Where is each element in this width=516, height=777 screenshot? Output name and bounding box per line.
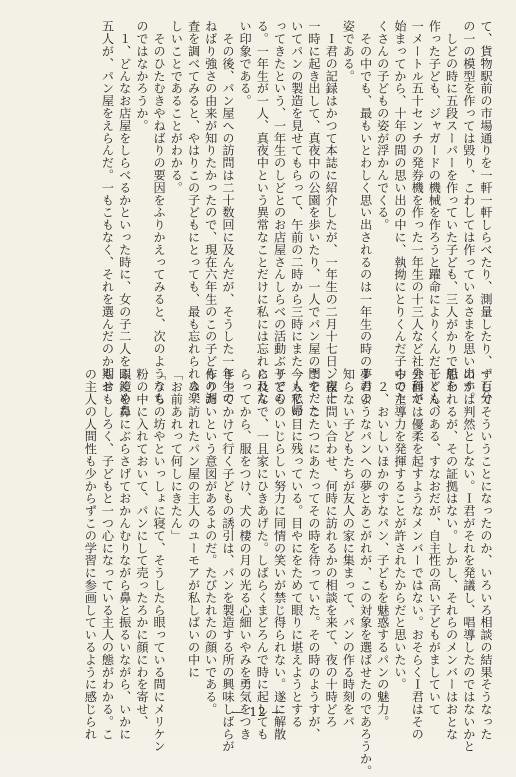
text-line: ２、おいしいほかのすなパン、子どもを魅惑するパンの魅力。 [375,368,390,728]
text-line: しどの時に五段スーパーを作っていた子ども、三人がかりで船を [444,20,459,392]
text-line: しくんのある、すなおだが、自主性の高い子どもがましていて [427,368,442,716]
text-line: そのひたむきやねばりの要因をふりかえってみると、次のようなも [152,20,167,405]
text-line: くさんの子どもの姿が浮かんでくる。 [375,20,390,231]
text-line: 粉の中に入れておいて、パンにして売ったろかに顔にわを寄せ、 [134,368,149,728]
text-line: 眼鏡を鼻にぶらさげておかんむりながら鼻と振るいながら、いかに [117,368,132,740]
text-line: その後、パン屋への訪問は二十数回に及んだが、そうした一年生の [220,20,235,405]
text-line: まで、こたつにあたってその時を待っていた。その時のようすが、 [306,368,321,740]
text-line: 作った子ども、ジャガードの機械を作ろうと躍命によりくんだ子ども、 [427,20,442,417]
text-line: 知らない子どもたちが友人の家に集まって、パンの作る時刻をパ [341,368,356,728]
text-line: い印象である。 [238,20,253,107]
text-line: 「うちの坊やといっしょに寝て、そうしたら眼っている間にメリケン [152,368,167,753]
text-line: の一の模型を作っては毀り、こわしては作っているさまを思い出す。 [461,20,476,405]
page-number: — 12 — [231,705,285,719]
text-line: のかは判然としない。Ｉ君がそれを発議し、唱導したのではないかと [461,368,476,753]
text-line: きってかけて行く子どもの誘引は、パンを製造する所の興味しばらが [220,368,235,753]
text-line: その中でも、最もいとわしく思い出されるのは一年生の時のＩ君の [358,20,373,405]
text-line: て、貨物駅前の市場通りを一軒一軒しらべたり、測量したり、一百分 [479,20,493,405]
text-line: 五人が、パン屋をえらんだ。一もこもなく、それを選んだのか期せ [100,20,115,392]
text-line: 査を調べてみると、やはりこの子どもにとっても、最も忘れられぬ楽 [186,20,201,405]
text-line: いてパンの製造を見せてもらって、午前の二時から三時にまた一人で帰 [289,20,304,417]
text-line: 姿である。 [341,20,356,82]
text-line: ってきたという、一年生のしどとのお店屋さんしらべの活動ぶりでの [272,20,287,405]
text-line: 一メートル五十センチの発券機を作った一年生の十三人など社会科が [410,20,425,405]
text-line: しいことであることがわかる。 [169,20,184,194]
text-line: 夢のようなパンへの夢とあこがれが、この対象を選ばせたのであろうか。 [358,368,373,777]
text-block-top [98,20,494,417]
text-line: ３、訪れたパン屋の主人のユーモアが私しばいの中に [186,368,201,678]
text-line: に及んで、一且家にひきあげた。しばらくまどろんで時に起しても [255,368,270,740]
text-line: のではなかろうか。 [134,20,149,132]
text-line: 「お前あれって何しにきたん」 [169,368,184,542]
text-line: 中で主導力を発揮することが許されたからだと思いたい。 [392,368,407,691]
text-line: らってから、服をつけ、犬の棲の月の光る心細いやみを勇気をつき [238,368,253,740]
text-line: 始まってから、十年の間の思い出の中に、執拗にとりくんだ子らのた [392,20,407,405]
text-line: 子どものいじらしい努力に同情の笑いが禁じ得られない。遂に解散 [272,368,287,740]
text-line: ねばり強さの由来が知りたかったので、現在六年生のこの子どもの調 [203,20,218,405]
block-divider [24,356,494,357]
text-line: １、どんなお店屋をしらべるかといった時に、女の子二人をふくめた [117,20,132,417]
text-line: ン屋に問い合わせ、何時に訪れるかの相談を来て、夜の十時どろ [324,368,339,728]
text-line: 思われるが、その証拠はない。しかし、それらのメンバーはおとな [444,368,459,740]
text-line: る。一年生が一人、真夜中という異常なことだけに私には忘れられな [255,20,270,405]
text-line: 今も私の目に残っている。目やにをためて眼りに堪えようとする [289,368,304,728]
text-line: もおもしろく、子どもと一つ心になっている主人の態がわかる。こ [100,368,115,740]
text-line: の主人の人間性も少からずこの学習に参画しているように感じられ [83,368,98,740]
text-line: 外面では優柔を起すようなメンバーではない。おそらくＩ君はその [410,368,425,740]
text-line: 一時に起き出して、真夜中の公園を歩いたり、一人でパン屋の門をたた [306,20,321,417]
text-line: ずしてそういうことになったのか、いろいろ相談の結果そうなった [479,368,493,740]
text-line: 作りたいという意図があるよのだ。たびたれたの顔いである。 [203,368,218,716]
text-line: Ｉ君の記録はかつて本誌に紹介したが、一年生の二月十七日、夜十 [324,20,339,405]
